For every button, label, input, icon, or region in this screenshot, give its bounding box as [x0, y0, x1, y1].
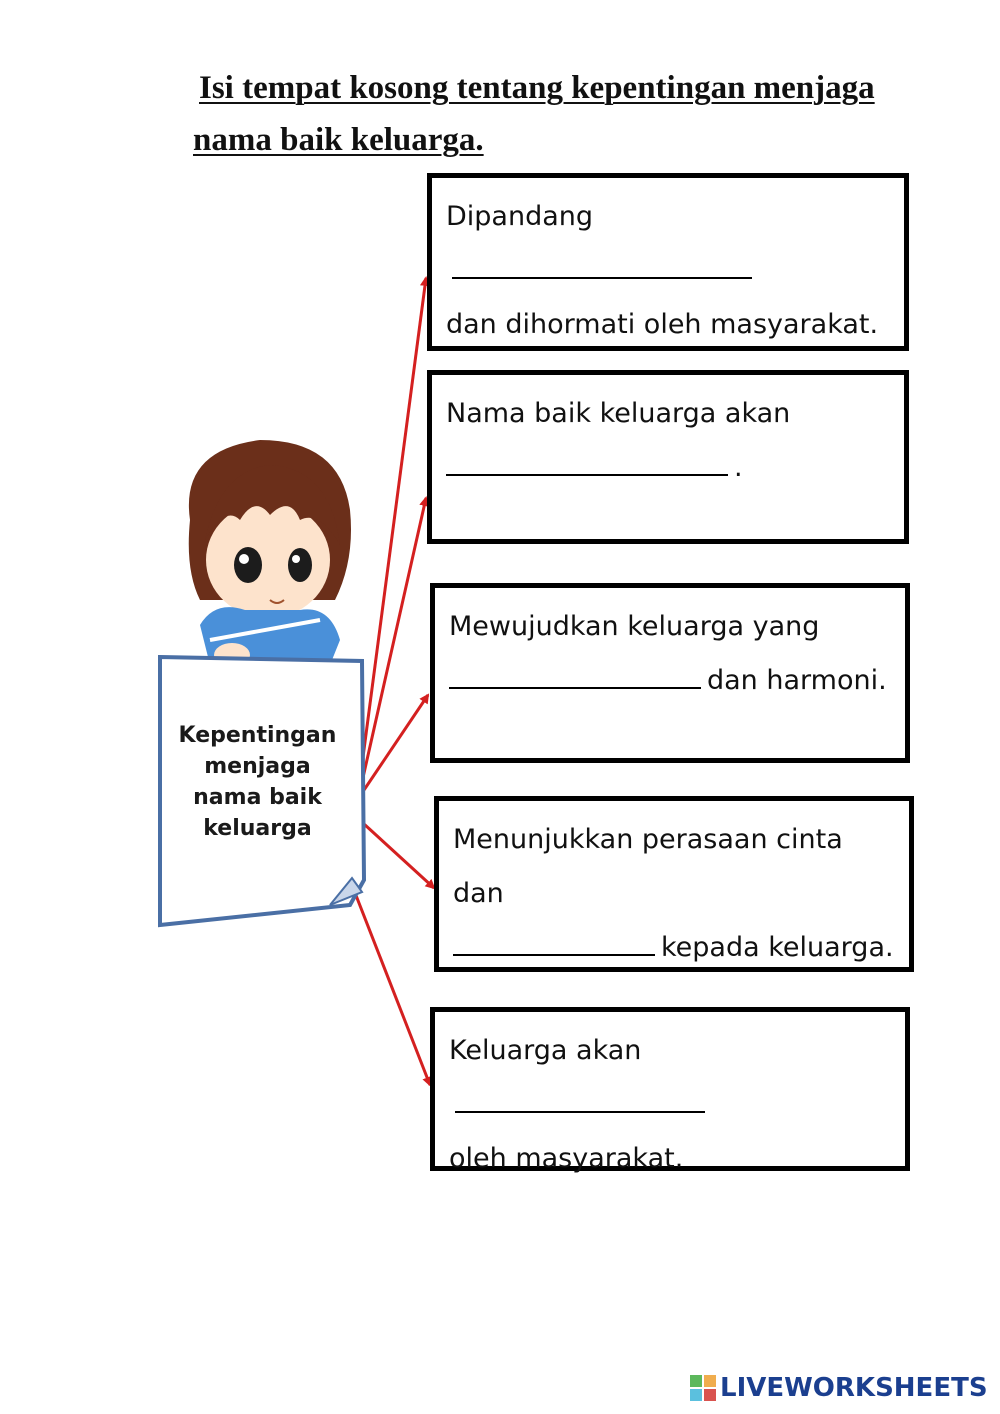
brand-name: LIVEWORKSHEETS — [720, 1373, 988, 1403]
boy-holding-sign-illustration — [150, 430, 380, 940]
blank-field-3[interactable] — [449, 661, 701, 689]
blank-field-1[interactable] — [452, 251, 752, 279]
title-line-1: Isi tempat kosong tentang kepentingan menjaga — [199, 70, 875, 106]
box-3-text-after: dan harmoni. — [707, 665, 887, 696]
box-4-text-before: Menunjukkan perasaan cinta dan — [453, 824, 843, 909]
blank-field-4[interactable] — [453, 928, 655, 956]
sign-text: Kepentingan menjaga nama baik keluarga — [178, 723, 337, 841]
box-2-text-after: . — [734, 452, 743, 483]
blank-field-5[interactable] — [455, 1085, 705, 1113]
box-5-text-after: oleh masyarakat. — [449, 1143, 684, 1174]
box-4-text-after: kepada keluarga. — [661, 932, 894, 963]
fill-box-4 — [434, 796, 914, 972]
fill-box-3 — [430, 583, 910, 763]
box-1-text-after: dan dihormati oleh masyarakat. — [446, 309, 879, 340]
blank-field-2[interactable] — [446, 448, 728, 476]
liveworksheets-logo-icon — [690, 1375, 716, 1401]
box-5-text-before: Keluarga akan — [449, 1035, 642, 1066]
fill-box-1 — [427, 173, 909, 351]
box-1-text-before: Dipandang — [446, 201, 594, 232]
title-line-2: nama baik keluarga. — [193, 122, 484, 158]
box-3-text-before: Mewujudkan keluarga yang — [449, 611, 820, 642]
liveworksheets-footer — [690, 1370, 990, 1406]
fill-box-2 — [427, 370, 909, 544]
fill-box-5 — [430, 1007, 910, 1174]
box-2-text-before: Nama baik keluarga akan — [446, 398, 791, 429]
